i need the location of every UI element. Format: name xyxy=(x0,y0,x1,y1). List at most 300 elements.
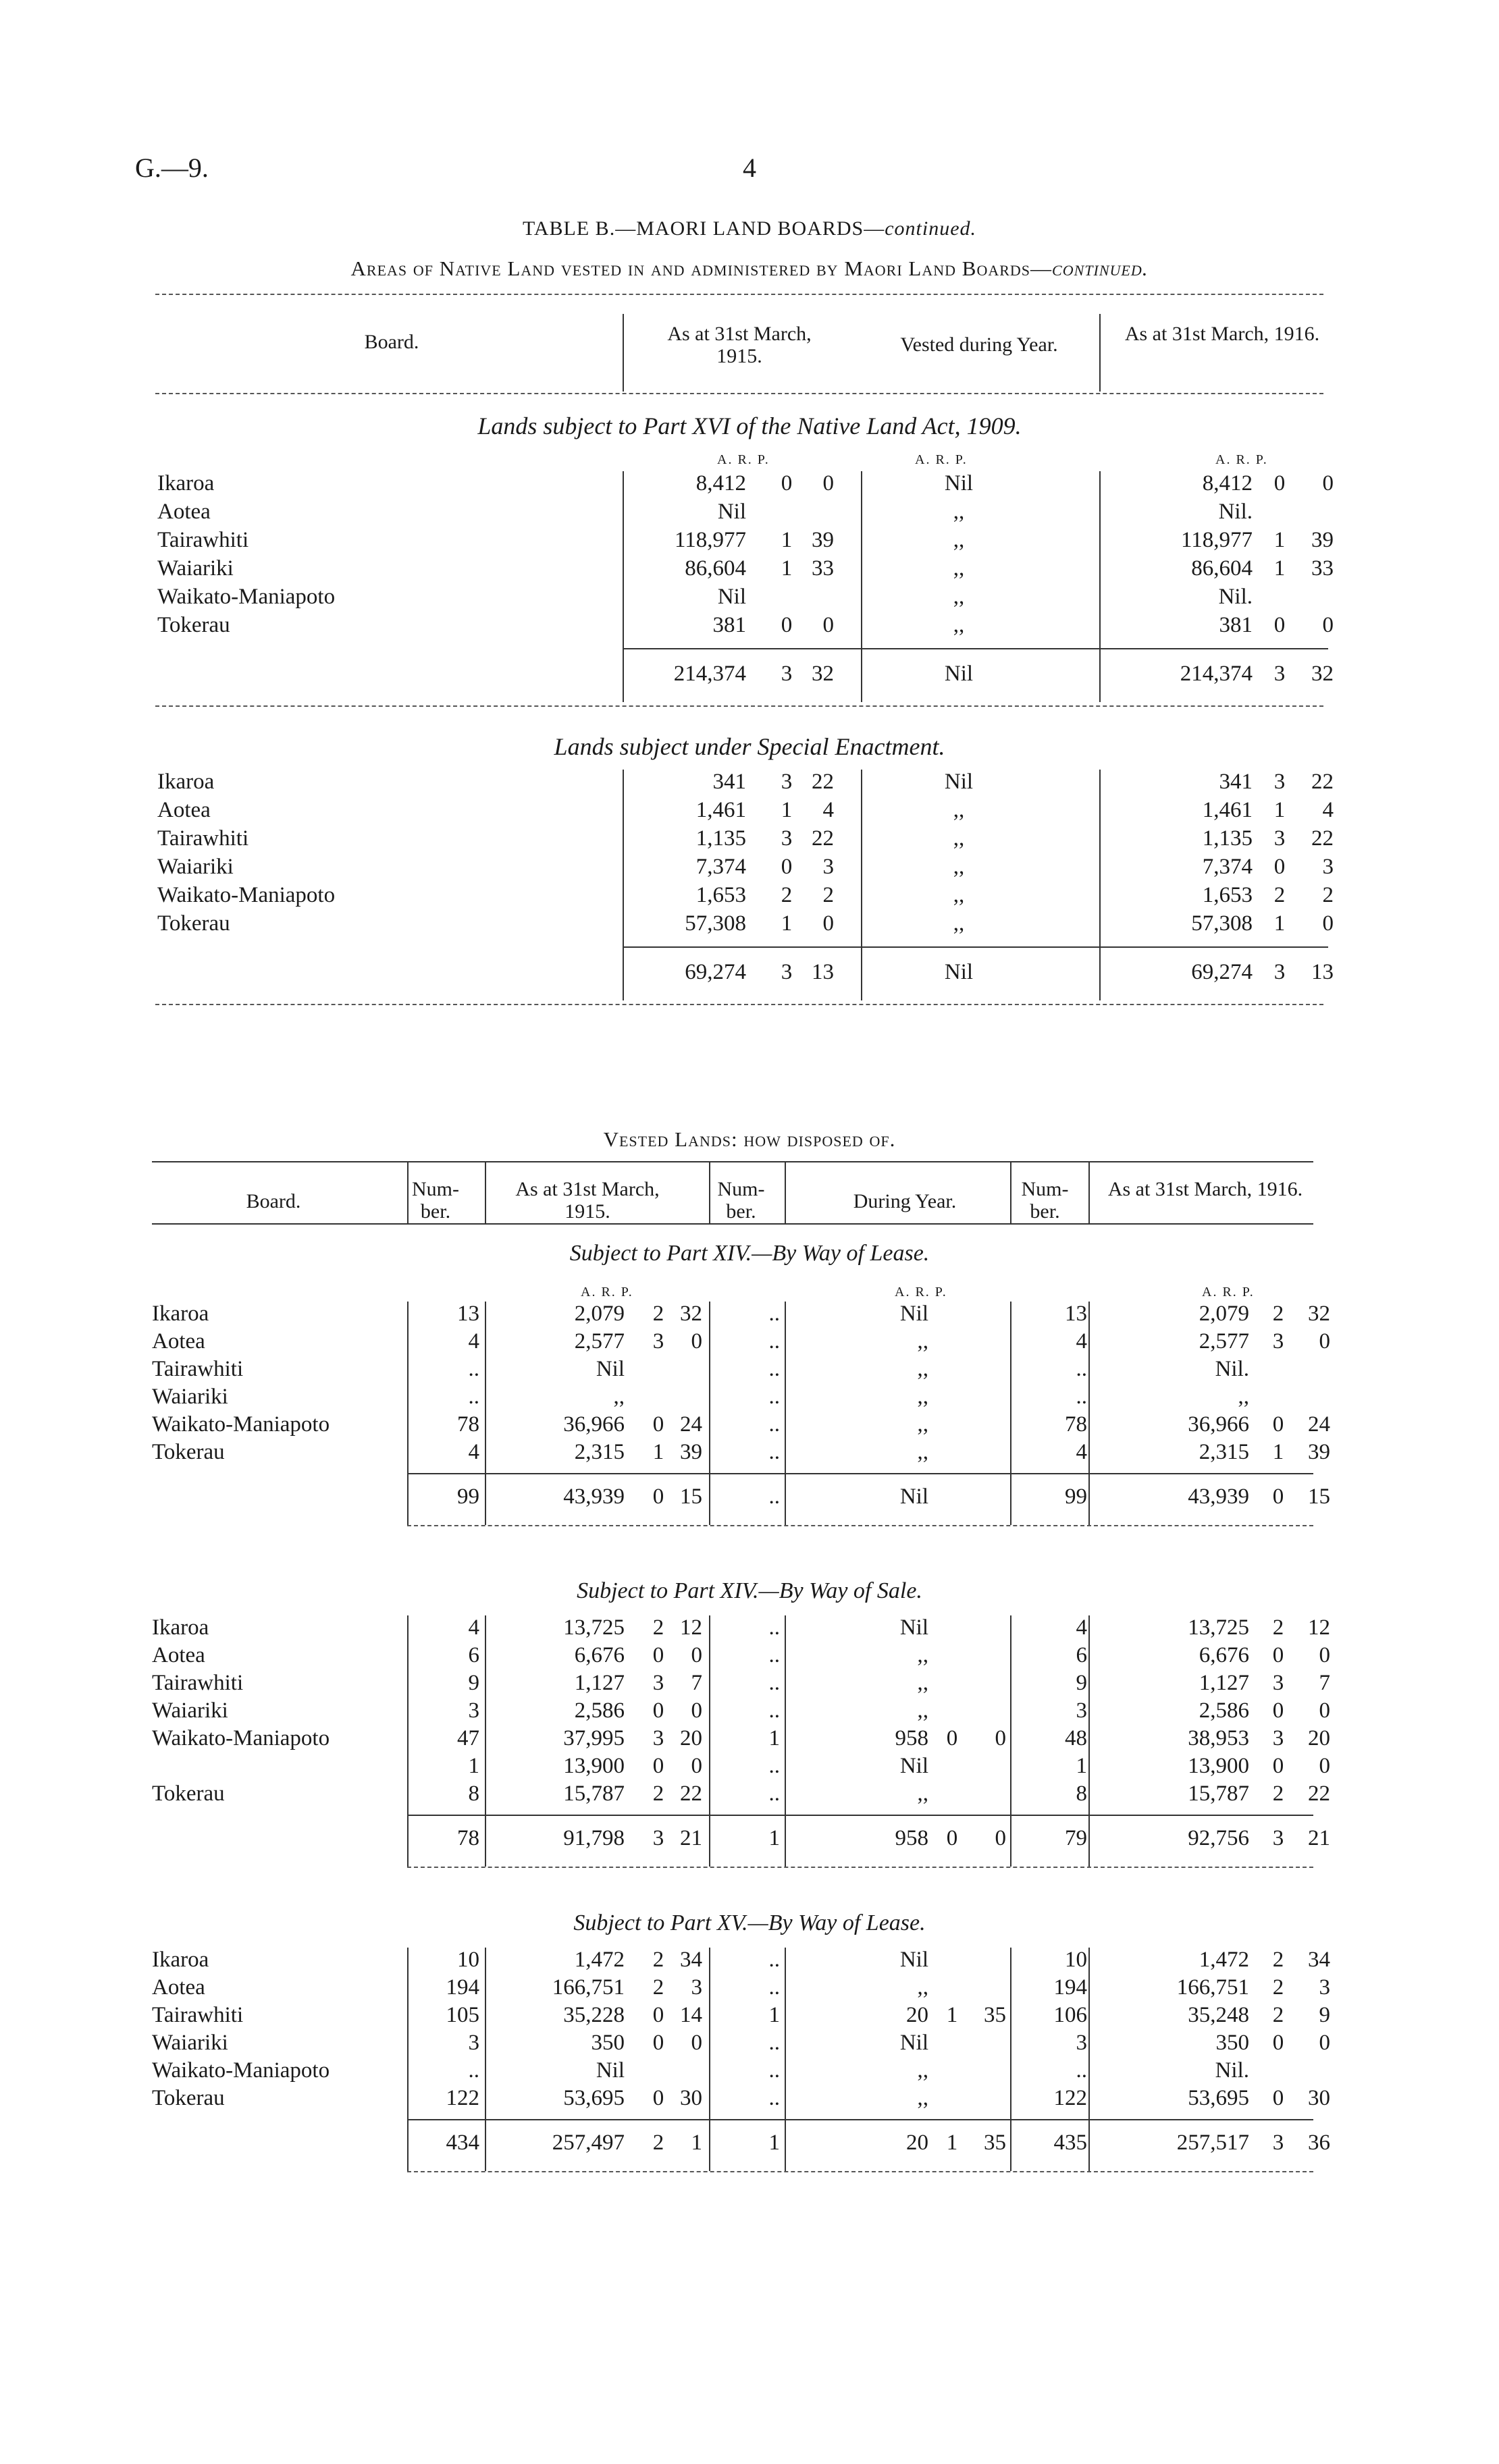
roods-1916: 2 xyxy=(1272,1615,1284,1640)
acres-1916: Nil. xyxy=(1215,2058,1249,2083)
acres-1915: 35,228 xyxy=(563,2003,625,2027)
table-row xyxy=(0,1671,1499,1699)
table2-title: Vested Lands: how disposed of. xyxy=(603,1127,896,1151)
total-roods-1916: 0 xyxy=(1272,1484,1284,1509)
total-vested: Nil xyxy=(944,960,974,984)
number-during: .. xyxy=(768,1615,780,1640)
board-name: Aotea xyxy=(157,798,211,822)
total-row xyxy=(0,1826,1499,1854)
board-name: Aotea xyxy=(157,500,211,524)
divider xyxy=(152,1223,1313,1225)
roods-1915: 1 xyxy=(652,1440,664,1464)
vested-value: ,, xyxy=(953,798,965,822)
perches-during: 0 xyxy=(995,1726,1006,1750)
board-name: Waikato-Maniapoto xyxy=(152,1412,330,1437)
units-label: A. R. P. xyxy=(717,452,770,467)
acres-1915: 1,461 xyxy=(695,798,746,822)
divider xyxy=(623,648,1328,649)
roods-1915: 1 xyxy=(781,798,793,822)
acres-1916: 1,472 xyxy=(1199,1948,1249,1972)
table-title-text: TABLE B.—MAORI LAND BOARDS— xyxy=(522,217,885,240)
acres-1915: Nil xyxy=(596,2058,625,2083)
total-perches-during: 35 xyxy=(984,2131,1006,2155)
perches-1915: 22 xyxy=(812,770,834,794)
total-row xyxy=(0,960,1499,988)
acres-1916: 118,977 xyxy=(1180,528,1253,552)
roods-1915: 0 xyxy=(781,855,793,879)
perches-1915: 0 xyxy=(691,1329,702,1354)
table-row xyxy=(0,1948,1499,1976)
roods-1915: 3 xyxy=(781,770,793,794)
t2-head-1915: As at 31st March, 1915. xyxy=(515,1178,660,1223)
acres-1916: 8,412 xyxy=(1202,471,1253,496)
divider xyxy=(407,1473,1313,1474)
acres-1915: 8,412 xyxy=(695,471,746,496)
perches-1916: 22 xyxy=(1311,770,1334,794)
acres-1916: 15,787 xyxy=(1188,1782,1249,1806)
perches-1916: 2 xyxy=(1322,883,1334,907)
acres-1916: 341 xyxy=(1219,770,1253,794)
acres-during: 20 xyxy=(906,2003,928,2027)
number-1915: 122 xyxy=(446,2086,479,2110)
total-acres-1916: 214,374 xyxy=(1180,662,1253,686)
roods-1916: 0 xyxy=(1273,855,1286,879)
acres-during: ,, xyxy=(917,1385,928,1409)
vested-value: Nil xyxy=(944,471,974,496)
number-during: .. xyxy=(768,1643,780,1667)
table-row xyxy=(0,1643,1499,1671)
total-perches-1916: 32 xyxy=(1311,662,1334,686)
acres-1916: 35,248 xyxy=(1188,2003,1249,2027)
perches-1915: 0 xyxy=(822,471,834,496)
acres-1916: Nil. xyxy=(1218,500,1253,524)
divider xyxy=(1099,314,1101,392)
roods-1915: 0 xyxy=(652,2003,664,2027)
roods-1915: 1 xyxy=(781,911,793,936)
total-roods-1915: 3 xyxy=(781,960,793,984)
roods-during: 1 xyxy=(946,2003,958,2027)
board-name: Ikaroa xyxy=(152,1948,209,1972)
vested-value: Nil xyxy=(944,770,974,794)
divider xyxy=(155,705,1323,707)
table-subtitle-continued: continued. xyxy=(1052,257,1149,280)
table-row xyxy=(0,2031,1499,2059)
number-1915: 3 xyxy=(468,2031,479,2055)
t2-head-board: Board. xyxy=(246,1190,301,1212)
units-label: A. R. P. xyxy=(1215,452,1268,467)
perches-1916: 0 xyxy=(1319,1643,1330,1667)
table-row xyxy=(0,1357,1499,1385)
number-1916: 3 xyxy=(1076,2031,1087,2055)
acres-1915: 341 xyxy=(712,770,746,794)
table-row xyxy=(0,855,1499,883)
perches-1915: 3 xyxy=(691,1975,702,2000)
perches-1916: 22 xyxy=(1308,1782,1330,1806)
number-1916: 48 xyxy=(1065,1726,1087,1750)
acres-1915: 53,695 xyxy=(563,2086,625,2110)
total-perches-1915: 1 xyxy=(691,2131,702,2155)
number-during: .. xyxy=(768,1948,780,1972)
units-label: A. R. P. xyxy=(1202,1285,1255,1300)
table-row xyxy=(0,2086,1499,2114)
perches-1915: 20 xyxy=(680,1726,702,1750)
perches-1915: 2 xyxy=(822,883,834,907)
perches-1915: 4 xyxy=(822,798,834,822)
acres-1915: 118,977 xyxy=(674,528,746,552)
roods-1916: 3 xyxy=(1273,770,1286,794)
perches-1915: 24 xyxy=(680,1412,702,1437)
total-perches-1916: 13 xyxy=(1311,960,1334,984)
roods-1916: 0 xyxy=(1272,1754,1284,1778)
roods-1915: 0 xyxy=(652,1754,664,1778)
total-roods-1916: 3 xyxy=(1273,662,1286,686)
number-1916: 6 xyxy=(1076,1643,1087,1667)
number-during: .. xyxy=(768,1975,780,2000)
acres-1915: Nil xyxy=(717,500,746,524)
board-name: Ikaroa xyxy=(152,1302,209,1326)
number-1915: 13 xyxy=(457,1302,479,1326)
table-row xyxy=(0,911,1499,940)
acres-1916: 36,966 xyxy=(1188,1412,1249,1437)
total-perches-1915: 13 xyxy=(812,960,834,984)
acres-1915: ,, xyxy=(613,1385,625,1409)
total-number-1916: 79 xyxy=(1065,1826,1087,1850)
number-1916: 8 xyxy=(1076,1782,1087,1806)
board-name: Tairawhiti xyxy=(152,1357,244,1381)
perches-1915: 39 xyxy=(812,528,834,552)
divider xyxy=(407,1867,1313,1868)
table-row xyxy=(0,798,1499,826)
table-row xyxy=(0,1726,1499,1755)
table-row xyxy=(0,1329,1499,1358)
table-row xyxy=(0,1385,1499,1413)
total-roods-1916: 3 xyxy=(1273,960,1286,984)
roods-1916: 2 xyxy=(1272,1975,1284,2000)
t2-head-num2: Num- ber. xyxy=(717,1178,765,1223)
total-number-1915: 78 xyxy=(457,1826,479,1850)
total-number-1915: 99 xyxy=(457,1484,479,1509)
perches-1915: 22 xyxy=(680,1782,702,1806)
perches-1916: 0 xyxy=(1319,1754,1330,1778)
perches-1915: 0 xyxy=(691,1643,702,1667)
vested-value: ,, xyxy=(953,883,965,907)
roods-1916: 2 xyxy=(1272,1948,1284,1972)
total-vested: Nil xyxy=(944,662,974,686)
board-name: Tokerau xyxy=(152,1440,225,1464)
acres-1916: 350 xyxy=(1215,2031,1249,2055)
total-perches-1916: 36 xyxy=(1308,2131,1330,2155)
roods-1915: 3 xyxy=(652,1329,664,1354)
number-during: .. xyxy=(768,2058,780,2083)
table-title xyxy=(0,217,1499,240)
number-1916: 122 xyxy=(1053,2086,1087,2110)
total-roods-1916: 3 xyxy=(1272,1826,1284,1850)
board-name: Waikato-Maniapoto xyxy=(157,585,336,609)
total-acres-1915: 257,497 xyxy=(552,2131,625,2155)
number-1916: .. xyxy=(1076,1385,1087,1409)
number-during: .. xyxy=(768,1357,780,1381)
table-row xyxy=(0,556,1499,585)
acres-during: Nil xyxy=(899,1615,928,1640)
divider xyxy=(1088,1162,1090,1223)
divider xyxy=(1010,1162,1011,1223)
roods-1915: 3 xyxy=(652,1671,664,1695)
number-during: .. xyxy=(768,1329,780,1354)
total-acres-1916: 257,517 xyxy=(1176,2131,1249,2155)
roods-1915: 2 xyxy=(652,1302,664,1326)
total-row xyxy=(0,2131,1499,2159)
perches-1916: 32 xyxy=(1308,1302,1330,1326)
table-row xyxy=(0,1302,1499,1330)
number-during: 1 xyxy=(768,1726,780,1750)
divider xyxy=(155,294,1323,295)
t1-head-board: Board. xyxy=(364,331,419,353)
divider xyxy=(155,1004,1323,1005)
perches-1915: 0 xyxy=(691,2031,702,2055)
acres-1915: 1,135 xyxy=(695,826,746,851)
total-acres-1915: 91,798 xyxy=(563,1826,625,1850)
roods-1916: 0 xyxy=(1272,1412,1284,1437)
table-row xyxy=(0,2058,1499,2087)
perches-1916: 7 xyxy=(1319,1671,1330,1695)
roods-1915: 0 xyxy=(652,2031,664,2055)
total-perches-1916: 21 xyxy=(1308,1826,1330,1850)
board-name: Waiariki xyxy=(157,556,234,581)
section-title: Subject to Part XV.—By Way of Lease. xyxy=(573,1910,926,1935)
acres-during: ,, xyxy=(917,1643,928,1667)
t1-head-vested: Vested during Year. xyxy=(900,333,1058,356)
perches-1916: 20 xyxy=(1308,1726,1330,1750)
roods-1916: 2 xyxy=(1272,1302,1284,1326)
perches-1915: 33 xyxy=(812,556,834,581)
roods-1916: 0 xyxy=(1273,613,1286,637)
number-1916: 13 xyxy=(1065,1302,1087,1326)
table-row xyxy=(0,1975,1499,2004)
roods-1916: 0 xyxy=(1272,1643,1284,1667)
acres-1915: 166,751 xyxy=(552,1975,625,2000)
divider xyxy=(623,314,624,392)
table-row xyxy=(0,826,1499,855)
perches-1916: 9 xyxy=(1319,2003,1330,2027)
acres-1916: 1,135 xyxy=(1202,826,1253,851)
acres-1915: 350 xyxy=(591,2031,625,2055)
acres-1916: 166,751 xyxy=(1176,1975,1249,2000)
number-during: .. xyxy=(768,1440,780,1464)
perches-1916: 0 xyxy=(1322,471,1334,496)
perches-1916: 33 xyxy=(1311,556,1334,581)
roods-1916: 2 xyxy=(1272,1782,1284,1806)
total-acres-1915: 43,939 xyxy=(563,1484,625,1509)
board-name: Waikato-Maniapoto xyxy=(157,883,336,907)
total-acres-1915: 214,374 xyxy=(673,662,746,686)
acres-1916: 2,315 xyxy=(1199,1440,1249,1464)
total-acres-1916: 43,939 xyxy=(1188,1484,1249,1509)
acres-during: Nil xyxy=(899,2031,928,2055)
table-row xyxy=(0,585,1499,613)
number-1915: 4 xyxy=(468,1440,479,1464)
acres-1916: 13,900 xyxy=(1188,1754,1249,1778)
roods-1916: 0 xyxy=(1272,2031,1284,2055)
table-row xyxy=(0,1412,1499,1441)
roods-1916: 2 xyxy=(1272,2003,1284,2027)
total-row xyxy=(0,662,1499,690)
board-name: Tokerau xyxy=(152,1782,225,1806)
roods-1916: 1 xyxy=(1273,528,1286,552)
board-name: Waiariki xyxy=(152,2031,228,2055)
perches-1916: 0 xyxy=(1322,911,1334,936)
roods-1916: 3 xyxy=(1273,826,1286,851)
vested-value: ,, xyxy=(953,556,965,581)
board-name: Tokerau xyxy=(157,911,230,936)
board-name: Ikaroa xyxy=(157,471,215,496)
roods-1916: 2 xyxy=(1273,883,1286,907)
number-1915: 47 xyxy=(457,1726,479,1750)
table-row xyxy=(0,500,1499,528)
roods-1915: 2 xyxy=(652,1948,664,1972)
perches-during: 35 xyxy=(984,2003,1006,2027)
acres-during: Nil xyxy=(899,1302,928,1326)
board-name: Waikato-Maniapoto xyxy=(152,1726,330,1750)
acres-during: ,, xyxy=(917,1782,928,1806)
board-name: Waiariki xyxy=(152,1385,228,1409)
acres-1916: 1,653 xyxy=(1202,883,1253,907)
number-1915: 194 xyxy=(446,1975,479,2000)
roods-1915: 2 xyxy=(652,1782,664,1806)
divider xyxy=(407,1525,1313,1526)
acres-during: 958 xyxy=(895,1726,928,1750)
acres-1915: 1,472 xyxy=(574,1948,625,1972)
table-row xyxy=(0,528,1499,556)
acres-1915: 6,676 xyxy=(574,1643,625,1667)
divider xyxy=(623,946,1328,948)
number-during: 1 xyxy=(768,2003,780,2027)
acres-1916: 7,374 xyxy=(1202,855,1253,879)
perches-1916: 0 xyxy=(1319,1329,1330,1354)
total-number-during: 1 xyxy=(768,1826,780,1850)
divider xyxy=(407,2119,1313,2120)
divider xyxy=(785,1162,786,1223)
acres-1915: 86,604 xyxy=(685,556,746,581)
perches-1916: 4 xyxy=(1322,798,1334,822)
perches-1916: 30 xyxy=(1308,2086,1330,2110)
acres-1915: 15,787 xyxy=(563,1782,625,1806)
acres-during: ,, xyxy=(917,1440,928,1464)
acres-1915: Nil xyxy=(596,1357,625,1381)
acres-1915: 1,127 xyxy=(574,1671,625,1695)
divider xyxy=(407,2171,1313,2172)
roods-1915: 0 xyxy=(652,1698,664,1723)
vested-value: ,, xyxy=(953,911,965,936)
perches-1916: 0 xyxy=(1322,613,1334,637)
number-1915: 8 xyxy=(468,1782,479,1806)
roods-1916: 1 xyxy=(1273,911,1286,936)
number-1915: 1 xyxy=(468,1754,479,1778)
number-1915: .. xyxy=(468,1357,479,1381)
total-acres-during: 20 xyxy=(906,2131,928,2155)
divider xyxy=(152,1161,1313,1162)
number-1915: 10 xyxy=(457,1948,479,1972)
page-number: 4 xyxy=(743,153,756,183)
acres-1916: 13,725 xyxy=(1188,1615,1249,1640)
units-label: A. R. P. xyxy=(915,452,968,467)
roods-1916: 3 xyxy=(1272,1329,1284,1354)
perches-1916: 3 xyxy=(1322,855,1334,879)
number-1916: 106 xyxy=(1053,2003,1087,2027)
total-acres-1916: 92,756 xyxy=(1188,1826,1249,1850)
roods-1916: 1 xyxy=(1272,1440,1284,1464)
table-subtitle-text: Areas of Native Land vested in and administered by Maori Land Boards— xyxy=(350,257,1053,280)
t2-head-1916: As at 31st March, 1916. xyxy=(1107,1178,1303,1200)
board-name: Ikaroa xyxy=(157,770,215,794)
number-1916: .. xyxy=(1076,2058,1087,2083)
perches-1915: 7 xyxy=(691,1671,702,1695)
perches-1916: 0 xyxy=(1319,1698,1330,1723)
number-1916: 78 xyxy=(1065,1412,1087,1437)
acres-during: ,, xyxy=(917,1698,928,1723)
table-row xyxy=(0,1698,1499,1727)
number-1916: 4 xyxy=(1076,1329,1087,1354)
number-1916: 4 xyxy=(1076,1615,1087,1640)
roods-1915: 0 xyxy=(652,1643,664,1667)
total-roods-1915: 0 xyxy=(652,1484,664,1509)
acres-1915: 2,315 xyxy=(574,1440,625,1464)
number-during: .. xyxy=(768,1754,780,1778)
acres-1916: 2,586 xyxy=(1199,1698,1249,1723)
units-label: A. R. P. xyxy=(581,1285,633,1300)
number-during: .. xyxy=(768,1698,780,1723)
divider xyxy=(709,1162,710,1223)
perches-1915: 32 xyxy=(680,1302,702,1326)
acres-1916: 381 xyxy=(1219,613,1253,637)
perches-1915: 3 xyxy=(822,855,834,879)
vested-value: ,, xyxy=(953,613,965,637)
board-name: Ikaroa xyxy=(152,1615,209,1640)
perches-1916: 39 xyxy=(1308,1440,1330,1464)
table-row xyxy=(0,1754,1499,1782)
total-number-1916: 435 xyxy=(1053,2131,1087,2155)
vested-value: ,, xyxy=(953,528,965,552)
table-row xyxy=(0,2003,1499,2031)
divider xyxy=(485,1162,486,1223)
perches-1915: 0 xyxy=(691,1754,702,1778)
total-roods-during: 1 xyxy=(946,2131,958,2155)
number-1916: 194 xyxy=(1053,1975,1087,2000)
number-1916: .. xyxy=(1076,1357,1087,1381)
roods-1916: 3 xyxy=(1272,1726,1284,1750)
roods-1915: 0 xyxy=(652,2086,664,2110)
total-number-1915: 434 xyxy=(446,2131,479,2155)
roods-1915: 3 xyxy=(652,1726,664,1750)
roods-1915: 1 xyxy=(781,556,793,581)
board-name: Waikato-Maniapoto xyxy=(152,2058,330,2083)
table-row xyxy=(0,1615,1499,1644)
roods-1916: 0 xyxy=(1272,2086,1284,2110)
number-1916: 4 xyxy=(1076,1440,1087,1464)
board-name: Tairawhiti xyxy=(157,528,249,552)
number-1915: .. xyxy=(468,2058,479,2083)
number-1916: 3 xyxy=(1076,1698,1087,1723)
acres-1916: 1,461 xyxy=(1202,798,1253,822)
board-name: Aotea xyxy=(152,1975,205,2000)
total-number-1916: 99 xyxy=(1065,1484,1087,1509)
total-roods-1915: 3 xyxy=(781,662,793,686)
t1-head-1915: As at 31st March, 1915. xyxy=(667,323,812,367)
table-row xyxy=(0,613,1499,641)
perches-1915: 12 xyxy=(680,1615,702,1640)
board-name: Tairawhiti xyxy=(152,1671,244,1695)
perches-1916: 22 xyxy=(1311,826,1334,851)
total-acres-during: 958 xyxy=(895,1826,928,1850)
